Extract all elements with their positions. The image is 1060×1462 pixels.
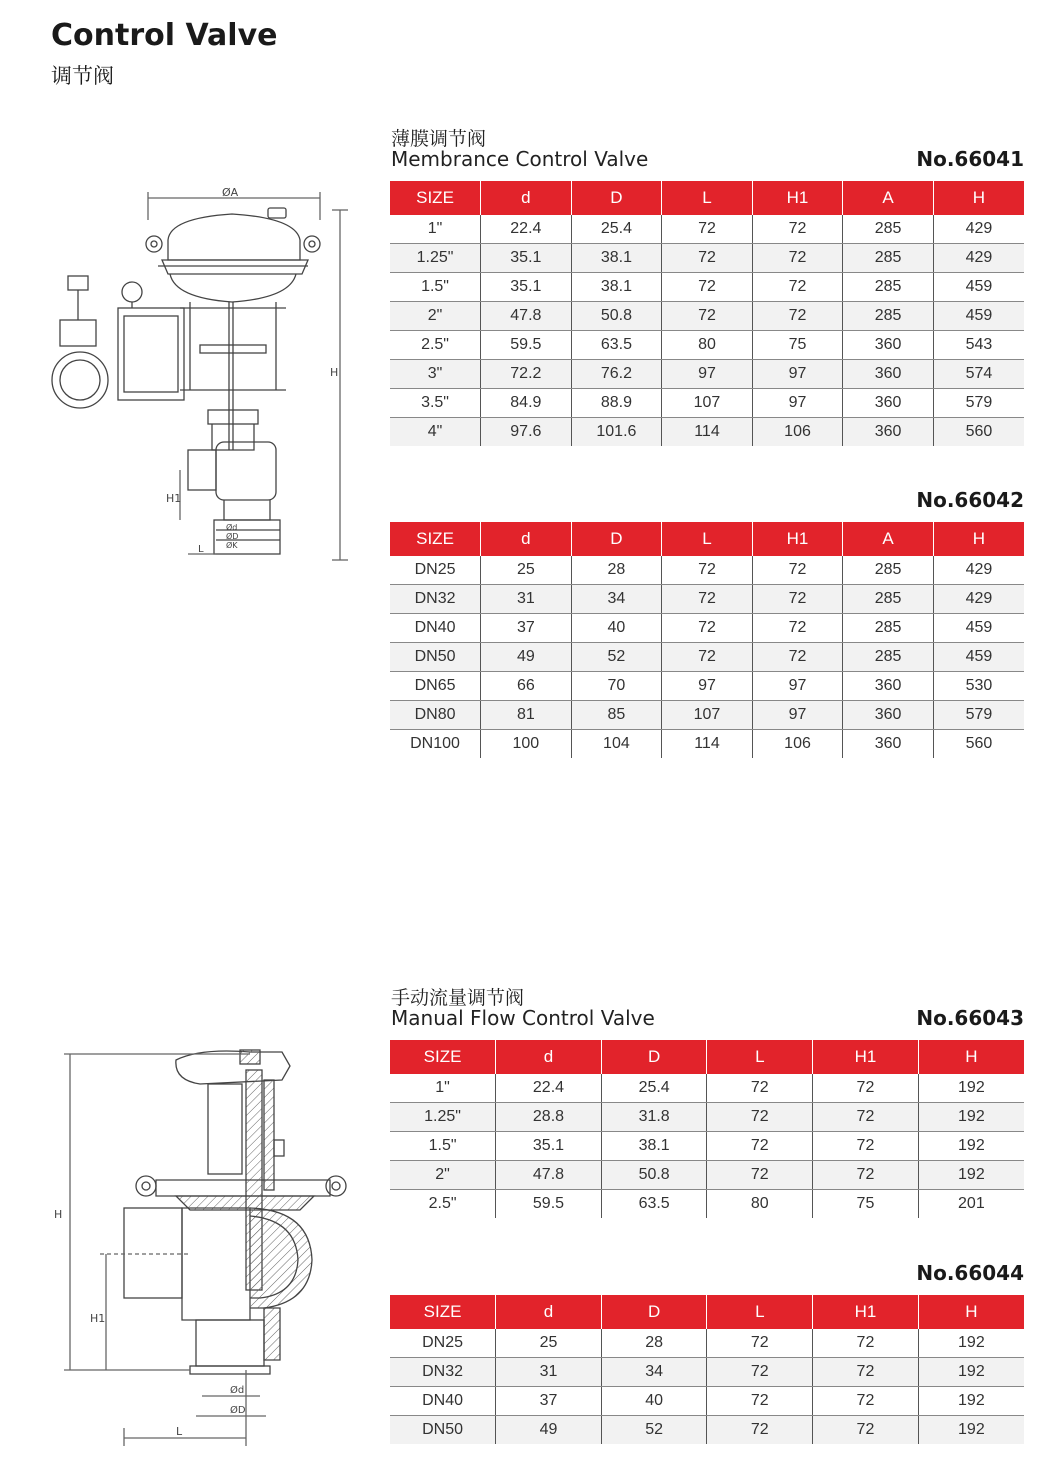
table-row	[390, 244, 1024, 273]
table-cell: 35.1	[481, 244, 572, 273]
column-header-size: SIZE	[390, 1040, 496, 1074]
table-cell: 76.2	[571, 360, 662, 389]
table-cell: 75	[813, 1190, 919, 1219]
table-cell: 72.2	[481, 360, 572, 389]
table-cell: 49	[481, 643, 572, 672]
table-cell: 97.6	[481, 418, 572, 447]
table-cell: 72	[813, 1103, 919, 1132]
manual-title-en: Manual Flow Control Valve	[391, 1006, 655, 1030]
table-cell: 104	[571, 730, 662, 759]
column-header-size: SIZE	[390, 522, 481, 556]
dim-label-h1: H1	[166, 492, 182, 505]
table-cell: 72	[752, 643, 843, 672]
table-cell: 579	[933, 389, 1024, 418]
size-cell: DN25	[390, 1329, 496, 1358]
table-cell: 97	[662, 360, 753, 389]
table-row	[390, 389, 1024, 418]
table-cell: 31	[481, 585, 572, 614]
table-cell: 579	[933, 701, 1024, 730]
table-row	[390, 701, 1024, 730]
table-cell: 25	[496, 1329, 602, 1358]
table-cell: 28	[571, 556, 662, 585]
spec-table-66043	[390, 1040, 1024, 1218]
table-cell: 97	[662, 672, 753, 701]
column-header-h1: H1	[752, 522, 843, 556]
column-header-d: D	[601, 1040, 707, 1074]
table-cell: 63.5	[601, 1190, 707, 1219]
table-row	[390, 1190, 1024, 1219]
column-header-h: H	[918, 1040, 1024, 1074]
table-cell: 72	[752, 302, 843, 331]
table-cell: 543	[933, 331, 1024, 360]
table-cell: 31.8	[601, 1103, 707, 1132]
table-cell: 72	[707, 1416, 813, 1445]
column-header-h: H	[933, 181, 1024, 215]
table-cell: 34	[601, 1358, 707, 1387]
table-cell: 72	[752, 244, 843, 273]
table-cell: 80	[707, 1190, 813, 1219]
table-row	[390, 331, 1024, 360]
column-header-h: H	[918, 1295, 1024, 1329]
table-cell: 106	[752, 418, 843, 447]
column-header-d: D	[601, 1295, 707, 1329]
column-header-h1: H1	[813, 1295, 919, 1329]
size-cell: DN50	[390, 643, 481, 672]
table-cell: 72	[813, 1387, 919, 1416]
table-cell: 97	[752, 701, 843, 730]
table-cell: 285	[843, 643, 934, 672]
table-cell: 429	[933, 585, 1024, 614]
size-cell: DN25	[390, 556, 481, 585]
table-cell: 40	[601, 1387, 707, 1416]
table-cell: 72	[752, 614, 843, 643]
table-cell: 97	[752, 672, 843, 701]
table-row	[390, 585, 1024, 614]
column-header-l: L	[662, 522, 753, 556]
table-cell: 49	[496, 1416, 602, 1445]
table-cell: 72	[707, 1387, 813, 1416]
table-cell: 25	[481, 556, 572, 585]
column-header-d: d	[496, 1295, 602, 1329]
model-number-66041: No.66041	[916, 147, 1024, 171]
table-cell: 285	[843, 302, 934, 331]
table-row	[390, 1074, 1024, 1103]
table-row	[390, 730, 1024, 759]
dim-label-k: ØK	[226, 541, 238, 550]
table-header-row	[390, 1040, 1024, 1074]
model-number-66042: No.66042	[916, 488, 1024, 512]
table-cell: 72	[813, 1358, 919, 1387]
table-cell: 38.1	[571, 244, 662, 273]
size-cell: DN40	[390, 614, 481, 643]
table-cell: 72	[813, 1161, 919, 1190]
column-header-l: L	[707, 1040, 813, 1074]
table-cell: 192	[918, 1132, 1024, 1161]
table-cell: 72	[707, 1132, 813, 1161]
table-cell: 72	[662, 273, 753, 302]
table-header-row	[390, 522, 1024, 556]
table-cell: 560	[933, 730, 1024, 759]
table-cell: 107	[662, 701, 753, 730]
table-cell: 192	[918, 1074, 1024, 1103]
table-cell: 38.1	[571, 273, 662, 302]
table-cell: 192	[918, 1416, 1024, 1445]
table-cell: 192	[918, 1387, 1024, 1416]
table-cell: 47.8	[496, 1161, 602, 1190]
table-cell: 37	[496, 1387, 602, 1416]
table-cell: 38.1	[601, 1132, 707, 1161]
table-cell: 107	[662, 389, 753, 418]
table-cell: 75	[752, 331, 843, 360]
table-cell: 80	[662, 331, 753, 360]
table-cell: 285	[843, 273, 934, 302]
size-cell: 1.5"	[390, 273, 481, 302]
table-cell: 360	[843, 701, 934, 730]
table-cell: 97	[752, 389, 843, 418]
table-cell: 574	[933, 360, 1024, 389]
table-header-row	[390, 181, 1024, 215]
size-cell: 1.25"	[390, 244, 481, 273]
table-row	[390, 418, 1024, 447]
table-cell: 192	[918, 1161, 1024, 1190]
table-cell: 52	[601, 1416, 707, 1445]
spec-table-66044	[390, 1295, 1024, 1444]
table-cell: 97	[752, 360, 843, 389]
table-cell: 63.5	[571, 331, 662, 360]
table-cell: 360	[843, 360, 934, 389]
table-cell: 72	[662, 215, 753, 244]
table-cell: 72	[752, 273, 843, 302]
column-header-size: SIZE	[390, 1295, 496, 1329]
column-header-l: L	[707, 1295, 813, 1329]
table-cell: 50.8	[601, 1161, 707, 1190]
table-row	[390, 1329, 1024, 1358]
dim-label-d: Ød	[230, 1385, 245, 1396]
table-cell: 72	[707, 1103, 813, 1132]
table-row	[390, 1161, 1024, 1190]
table-cell: 88.9	[571, 389, 662, 418]
size-cell: 1"	[390, 215, 481, 244]
membrane-valve-drawing	[40, 180, 360, 570]
size-cell: DN32	[390, 1358, 496, 1387]
size-cell: 3.5"	[390, 389, 481, 418]
size-cell: DN80	[390, 701, 481, 730]
table-cell: 192	[918, 1329, 1024, 1358]
table-row	[390, 302, 1024, 331]
table-row	[390, 672, 1024, 701]
column-header-size: SIZE	[390, 181, 481, 215]
table-cell: 50.8	[571, 302, 662, 331]
column-header-h1: H1	[813, 1040, 919, 1074]
table-row	[390, 643, 1024, 672]
table-cell: 81	[481, 701, 572, 730]
size-cell: 4"	[390, 418, 481, 447]
table-cell: 192	[918, 1103, 1024, 1132]
manual-title-cn: 手动流量调节阀	[391, 987, 525, 1009]
table-cell: 40	[571, 614, 662, 643]
table-row	[390, 614, 1024, 643]
table-cell: 429	[933, 556, 1024, 585]
table-cell: 31	[496, 1358, 602, 1387]
table-row	[390, 1358, 1024, 1387]
table-cell: 52	[571, 643, 662, 672]
table-cell: 285	[843, 614, 934, 643]
dim-label-a: ØA	[222, 186, 239, 199]
size-cell: 2.5"	[390, 331, 481, 360]
table-cell: 459	[933, 273, 1024, 302]
table-cell: 72	[707, 1161, 813, 1190]
table-cell: 360	[843, 730, 934, 759]
table-cell: 28.8	[496, 1103, 602, 1132]
model-number-66043: No.66043	[916, 1006, 1024, 1030]
table-cell: 459	[933, 302, 1024, 331]
column-header-d: d	[496, 1040, 602, 1074]
table-cell: 34	[571, 585, 662, 614]
dim-label-d: Ød	[226, 523, 238, 532]
table-cell: 22.4	[496, 1074, 602, 1103]
size-cell: DN65	[390, 672, 481, 701]
table-cell: 25.4	[571, 215, 662, 244]
table-cell: 72	[662, 614, 753, 643]
dim-label-D: ØD	[226, 532, 239, 541]
table-cell: 72	[662, 585, 753, 614]
column-header-l: L	[662, 181, 753, 215]
size-cell: 2.5"	[428, 1195, 457, 1212]
table-cell: 72	[813, 1132, 919, 1161]
table-header-row	[390, 1295, 1024, 1329]
size-cell: DN40	[390, 1387, 496, 1416]
table-cell: 429	[933, 215, 1024, 244]
table-cell: 114	[662, 418, 753, 447]
column-header-d: d	[481, 181, 572, 215]
table-cell: 101.6	[571, 418, 662, 447]
table-cell: 66	[481, 672, 572, 701]
column-header-d: d	[481, 522, 572, 556]
size-cell: 3"	[390, 360, 481, 389]
size-cell: DN50	[390, 1416, 496, 1445]
table-cell: 459	[933, 614, 1024, 643]
table-cell: 360	[843, 389, 934, 418]
table-cell: 285	[843, 215, 934, 244]
dim-label-h: H	[54, 1208, 63, 1221]
membrane-title-cn: 薄膜调节阀	[391, 128, 487, 150]
table-cell: 72	[752, 556, 843, 585]
dim-label-D: ØD	[230, 1405, 246, 1416]
table-cell: 360	[843, 331, 934, 360]
table-cell: 100	[481, 730, 572, 759]
size-cell: 1.5"	[390, 1132, 496, 1161]
table-cell: 72	[752, 215, 843, 244]
column-header-h: H	[933, 522, 1024, 556]
table-cell: 114	[662, 730, 753, 759]
size-cell: DN32	[390, 585, 481, 614]
table-cell: 72	[707, 1358, 813, 1387]
table-cell: 84.9	[481, 389, 572, 418]
size-cell: 1.25"	[390, 1103, 496, 1132]
table-cell: 72	[662, 244, 753, 273]
table-cell: 360	[843, 418, 934, 447]
table-cell: 72	[752, 585, 843, 614]
table-cell: 192	[918, 1358, 1024, 1387]
model-number-66044: No.66044	[916, 1261, 1024, 1285]
table-row	[390, 1416, 1024, 1445]
table-cell: 37	[481, 614, 572, 643]
table-cell: 530	[933, 672, 1024, 701]
dim-label-l: L	[176, 1425, 183, 1438]
table-cell: 72	[662, 302, 753, 331]
manual-valve-drawing	[50, 1040, 370, 1450]
column-header-h1: H1	[752, 181, 843, 215]
table-cell: 72	[813, 1074, 919, 1103]
table-cell: 106	[752, 730, 843, 759]
size-cell: 2"	[390, 1161, 496, 1190]
table-cell: 72	[662, 556, 753, 585]
column-header-a: A	[843, 522, 934, 556]
spec-table-66042	[390, 522, 1024, 758]
table-row	[390, 556, 1024, 585]
table-cell: 85	[571, 701, 662, 730]
column-header-d: D	[571, 181, 662, 215]
table-cell: 47.8	[481, 302, 572, 331]
table-cell: 72	[662, 643, 753, 672]
table-row	[390, 1103, 1024, 1132]
table-cell: 360	[843, 672, 934, 701]
table-cell: 285	[843, 244, 934, 273]
dim-label-h1: H1	[90, 1312, 106, 1325]
table-cell: 28	[601, 1329, 707, 1358]
table-cell: 72	[707, 1329, 813, 1358]
table-cell: 201	[918, 1190, 1024, 1219]
page-title: Control Valve	[51, 18, 278, 53]
table-cell: 560	[933, 418, 1024, 447]
dim-label-l: L	[198, 544, 204, 555]
table-cell: 429	[933, 244, 1024, 273]
column-header-a: A	[843, 181, 934, 215]
table-cell: 70	[571, 672, 662, 701]
size-cell: 1"	[390, 1074, 496, 1103]
page-subtitle: 调节阀	[51, 64, 114, 88]
table-row	[390, 1387, 1024, 1416]
table-cell: 72	[707, 1074, 813, 1103]
table-cell: 35.1	[496, 1132, 602, 1161]
table-cell: 285	[843, 585, 934, 614]
table-cell: 59.5	[496, 1190, 602, 1219]
table-cell: 72	[813, 1416, 919, 1445]
size-cell: 2"	[390, 302, 481, 331]
size-cell: DN100	[410, 735, 460, 752]
table-cell: 59.5	[481, 331, 572, 360]
table-row	[390, 273, 1024, 302]
table-row	[390, 360, 1024, 389]
table-cell: 459	[933, 643, 1024, 672]
membrane-title-en: Membrance Control Valve	[391, 147, 649, 171]
table-cell: 25.4	[601, 1074, 707, 1103]
spec-table-66041	[390, 181, 1024, 446]
table-row	[390, 215, 1024, 244]
table-cell: 22.4	[481, 215, 572, 244]
table-cell: 72	[813, 1329, 919, 1358]
table-cell: 35.1	[481, 273, 572, 302]
dim-label-h: H	[330, 366, 339, 379]
column-header-d: D	[571, 522, 662, 556]
table-cell: 285	[843, 556, 934, 585]
table-row	[390, 1132, 1024, 1161]
